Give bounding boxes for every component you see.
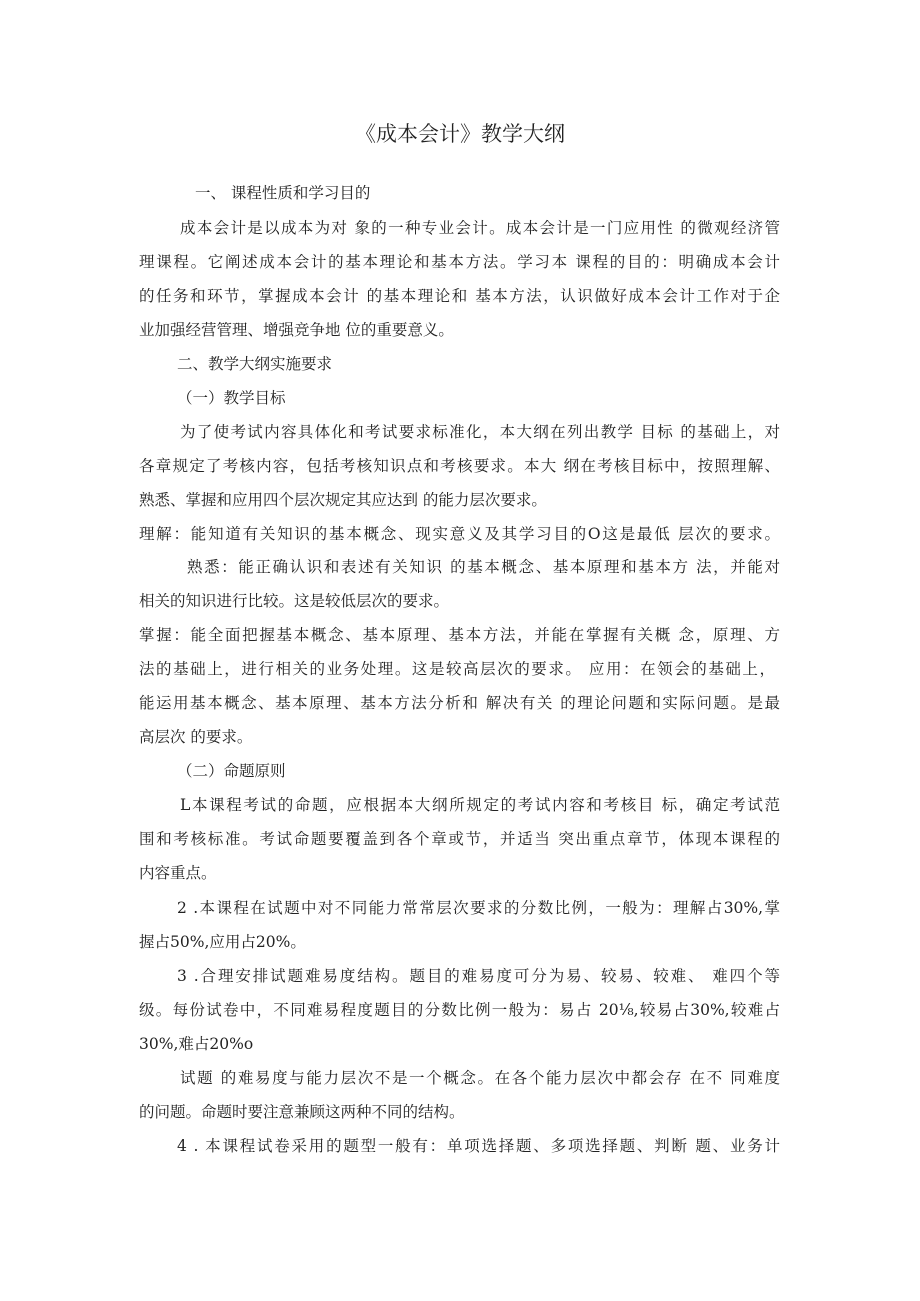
difficulty-note-line: 的问题。命题时要注意兼顾这两种不同的结构。: [139, 1103, 465, 1121]
principle-item2-line: 握占50%,应用占20%。: [139, 933, 306, 951]
familiar-line: 相关的知识进行比较。这是较低层次的要求。: [139, 592, 450, 610]
document-title: 《成本会计》教学大纲: [355, 122, 565, 146]
section1-heading: 一、 课程性质和学习目的: [195, 184, 371, 202]
principle-item1-line: L本课程考试的命题，应根据本大纲所规定的考试内容和考核目 标，确定考试范: [180, 796, 780, 814]
section1-para-line: 的任务和环节，掌握成本会计 的基本理论和 基本方法，认识做好成本会计工作对于企: [139, 287, 780, 305]
section1-para-line: 成本会计是以成本为对 象的一种专业会计。成本会计是一门应用性 的微观经济管: [180, 219, 780, 237]
section1-para-line: 业加强经营管理、增强竞争地 位的重要意义。: [139, 321, 454, 339]
objectives-para-line: 各章规定了考核内容，包括考核知识点和考核要求。本大 纲在考核目标中，按照理解、: [139, 457, 780, 475]
principle-item1-line: 内容重点。: [139, 864, 217, 882]
objectives-para-line: 为了使考试内容具体化和考试要求标准化，本大纲在列出教学 目标 的基础上，对: [180, 423, 780, 441]
principle-item3-line: 3 .合理安排试题难易度结构。题目的难易度可分为易、较易、较难、 难四个等: [177, 967, 780, 985]
subsection2-heading: （二）命题原则: [177, 762, 286, 780]
master-line: 掌握：能全面把握基本概念、基本原理、基本方法，并能在掌握有关概 念，原理、方: [139, 626, 780, 644]
principle-item4-line: 4 . 本课程试卷采用的题型一般有：单项选择题、多项选择题、判断 题、业务计: [177, 1137, 780, 1155]
master-line: 法的基础上，进行相关的业务处理。这是较高层次的要求。 应用：在领会的基础上，: [139, 660, 775, 678]
section2-heading: 二、教学大纲实施要求: [177, 355, 333, 373]
difficulty-note-line: 试题 的难易度与能力层次不是一个概念。在各个能力层次中都会存 在不 同难度: [180, 1069, 780, 1087]
familiar-line: 熟悉：能正确认识和表述有关知识 的基本概念、基本原理和基本方 法，并能对: [187, 558, 780, 576]
understand-line: 理解：能知道有关知识的基本概念、现实意义及其学习目的O这是最低 层次的要求。: [139, 525, 780, 543]
principle-item3-line: 级。每份试卷中，不同难易程度题目的分数比例一般为：易占 20⅛,较易占30%,较难占: [139, 1001, 780, 1019]
objectives-para-line: 熟悉、掌握和应用四个层次规定其应达到 的能力层次要求。: [139, 491, 547, 509]
master-line: 能运用基本概念、基本原理、基本方法分析和 解决有关 的理论问题和实际问题。是最: [139, 694, 780, 712]
principle-item1-line: 围和考核标准。考试命题要覆盖到各个章或节，并适当 突出重点章节，体现本课程的: [139, 830, 780, 848]
subsection1-heading: （一）教学目标: [177, 389, 286, 407]
principle-item3-line: 30%,难占20%o: [139, 1035, 254, 1053]
principle-item2-line: 2 .本课程在试题中对不同能力常常层次要求的分数比例，一般为：理解占30%,掌: [177, 899, 780, 917]
master-line: 高层次 的要求。: [139, 728, 253, 746]
section1-para-line: 理课程。它阐述成本会计的基本理论和基本方法。学习本 课程的目的：明确成本会计: [139, 253, 780, 271]
